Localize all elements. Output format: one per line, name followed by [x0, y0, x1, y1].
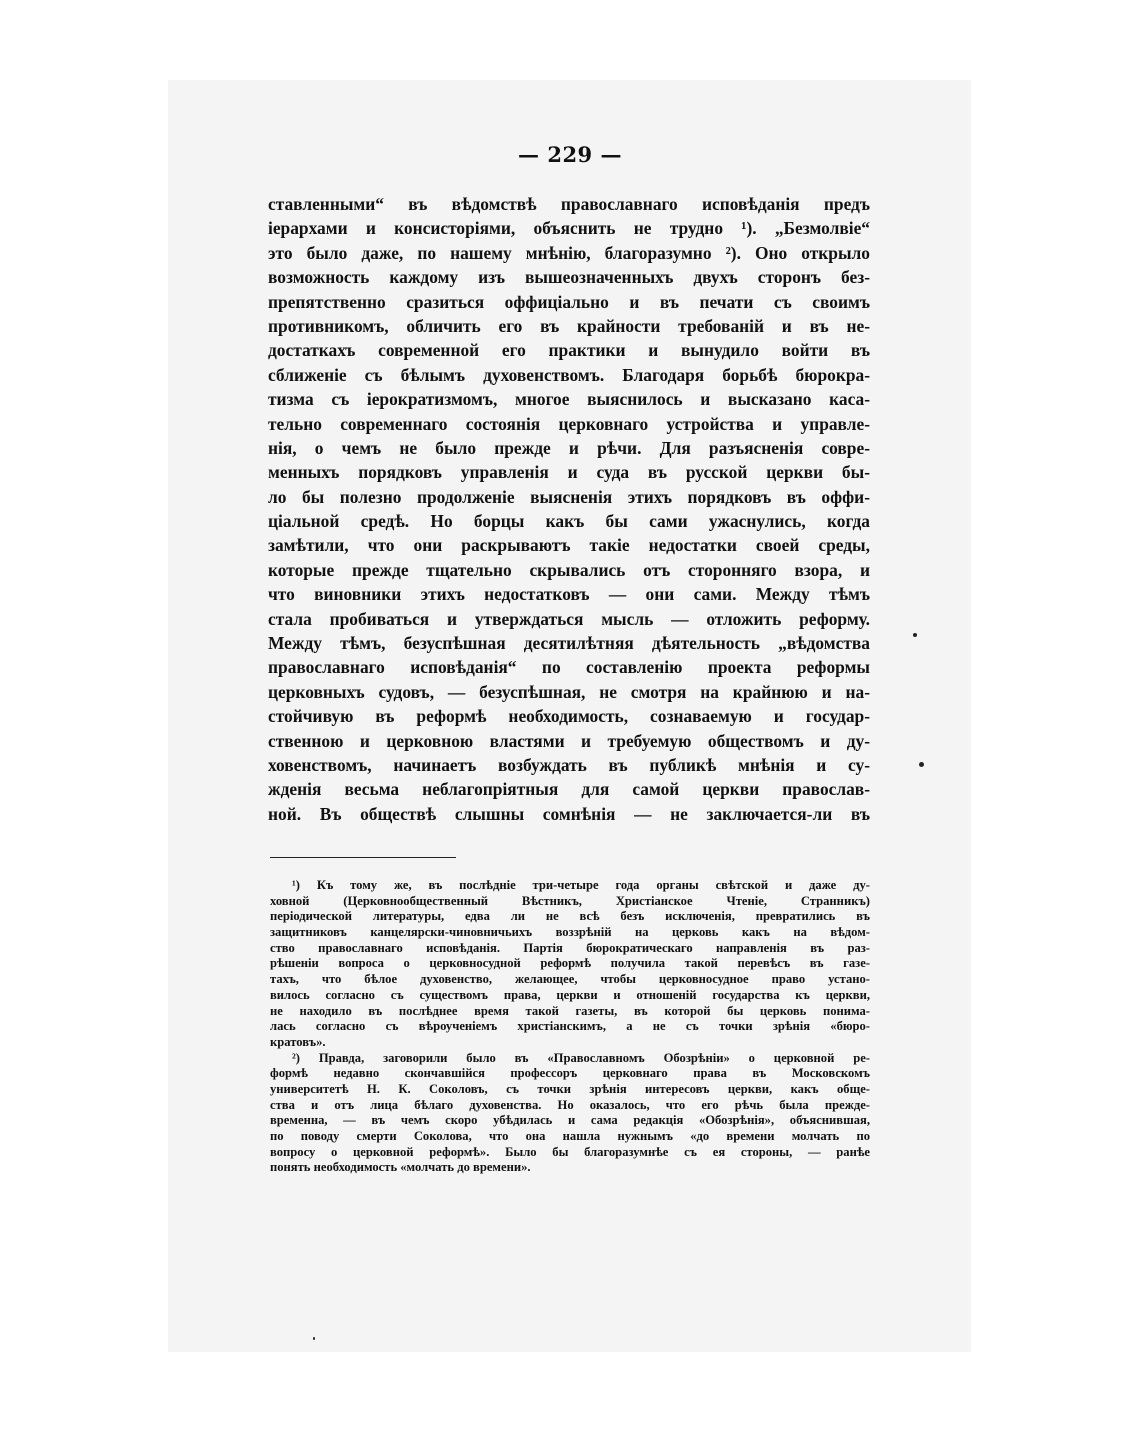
body-line: тизма съ іерократизмомъ, многое выяснилось и высказано каса-: [268, 389, 870, 410]
footnote-line: ¹) Къ тому же, въ послѣдніе три-четыре года органы свѣтской и даже ду-: [292, 878, 870, 892]
footnote-line: вилось согласно съ существомъ права, церкви и отношеній государства къ церкви,: [270, 987, 870, 1002]
body-line: возможность каждому изъ вышеозначенныхъ двухъ сторонъ без-: [268, 267, 870, 288]
footnote-line: ства и отъ лица бѣлаго духовенства. Но оказалось, что его рѣчь была прежде-: [270, 1097, 870, 1112]
footnote-line: понять необходимость «молчать до времени».: [270, 1160, 531, 1175]
footnote-line: формѣ недавно скончавшійся профессоръ церковнаго права въ Московскомъ: [270, 1066, 870, 1081]
footnote-line: защитниковъ канцелярски-чиновничьихъ воззрѣній на церковь какъ на вѣдом-: [270, 925, 870, 940]
footnote-line: временна, — въ чемъ скоро убѣдилась и сама редакція «Обозрѣнія», объяснившая,: [270, 1113, 870, 1128]
body-line: стала пробиваться и утверждаться мысль — отложить реформу.: [268, 608, 870, 629]
footnote-line: періодической литературы, едва ли не всѣ безъ исключенія, превратились въ: [270, 909, 870, 924]
footnote-line: университетѣ Н. К. Соколовъ, съ точки зрѣнія интересовъ церкви, какъ обще-: [270, 1081, 870, 1096]
body-line: ственною и церковною властями и требуемую обществомъ и ду-: [268, 730, 870, 751]
footnote-line: вопросу о церковной реформѣ». Было бы благоразумнѣе съ ея стороны, — ранѣе: [270, 1144, 870, 1159]
body-line: Между тѣмъ, безуспѣшная десятилѣтняя дѣятельность „вѣдомства: [268, 633, 870, 654]
body-line: іерархами и консисторіями, объяснить не трудно ¹). „Безмолвіе“: [268, 218, 870, 239]
scan-speck: [919, 762, 924, 767]
body-text: [268, 192, 870, 826]
body-line: нія, о чемъ не было прежде и рѣчи. Для разъясненія совре-: [268, 437, 870, 458]
body-line: жденія весьма неблагопріятныя для самой церкви православ-: [268, 779, 870, 800]
footnote-line: рѣшеніи вопроса о церковносудной реформѣ получила такой перевѣсъ въ газе-: [270, 956, 870, 971]
body-line: ной. Въ обществѣ слышны сомнѣнія — не заключается-ли въ: [268, 803, 870, 824]
body-line: ціальной средѣ. Но борцы какъ бы сами ужаснулись, когда: [268, 511, 870, 532]
body-line: ставленными“ въ вѣдомствѣ православнаго исповѣданія предъ: [268, 194, 870, 214]
footnote-line: по поводу смерти Соколова, что она нашла нужнымъ «до времени молчать по: [270, 1129, 870, 1143]
body-line: противникомъ, обличить его въ крайности требованій и въ не-: [268, 315, 870, 336]
footnote-separator: [270, 857, 456, 858]
footnote-line: лась согласно съ вѣроученіемъ христіанскимъ, а не съ точки зрѣнія «бюро-: [270, 1019, 870, 1034]
body-line: церковныхъ судовъ, — безуспѣшная, не смотря на крайнюю и на-: [268, 681, 870, 702]
footnote-line: ²) Правда, заговорили было въ «Православномъ Обозрѣніи» о церковной ре-: [292, 1050, 870, 1065]
body-line: достаткахъ современной его практики и вынудило войти въ: [268, 340, 870, 361]
body-line: ло бы полезно продолженіе выясненія этихъ порядковъ въ оффи-: [268, 486, 870, 507]
body-line: менныхъ порядковъ управленія и суда въ русской церкви бы-: [268, 462, 870, 483]
body-line: препятственно сразиться оффиціально и въ печати съ своимъ: [268, 291, 870, 312]
body-line: стойчивую въ реформѣ необходимость, сознаваемую и государ-: [268, 706, 870, 727]
body-line: это было даже, по нашему мнѣнію, благоразумно ²). Оно открыло: [268, 242, 870, 263]
body-line: которые прежде тщательно скрывались отъ сторонняго взора, и: [268, 559, 870, 580]
footnote-line: ховной (Церковнообщественный Вѣстникъ, Христіанское Чтеніе, Странникъ): [270, 893, 870, 908]
body-line: православнаго исповѣданія“ по составленію проекта реформы: [268, 657, 870, 678]
footnote-line: не находило въ послѣднее время такой газеты, въ которой бы церковь понима-: [270, 1003, 870, 1018]
page-number: — 229 —: [518, 142, 622, 167]
body-line: ховенствомъ, начинаетъ возбуждать въ публикѣ мнѣнія и су-: [268, 754, 870, 775]
body-line: замѣтили, что они раскрываютъ такіе недостатки своей среды,: [268, 535, 870, 556]
footnote-line: тахъ, что бѣлое духовенство, желающее, чтобы церковносудное право устано-: [270, 972, 870, 987]
body-line: тельно современнаго состоянія церковнаго устройства и управле-: [268, 413, 870, 434]
footnotes: [270, 878, 870, 1176]
body-line: сближеніе съ бѣлымъ духовенствомъ. Благодаря борьбѣ бюрокра-: [268, 364, 870, 385]
footnote-line: кратовъ».: [270, 1034, 326, 1049]
footnote-line: ство православнаго исповѣданія. Партія бюрократическаго направленія въ раз-: [270, 940, 870, 955]
scan-speck: [313, 1337, 315, 1340]
body-line: что виновники этихъ недостатковъ — они сами. Между тѣмъ: [268, 584, 870, 605]
scan-speck: [913, 633, 917, 637]
